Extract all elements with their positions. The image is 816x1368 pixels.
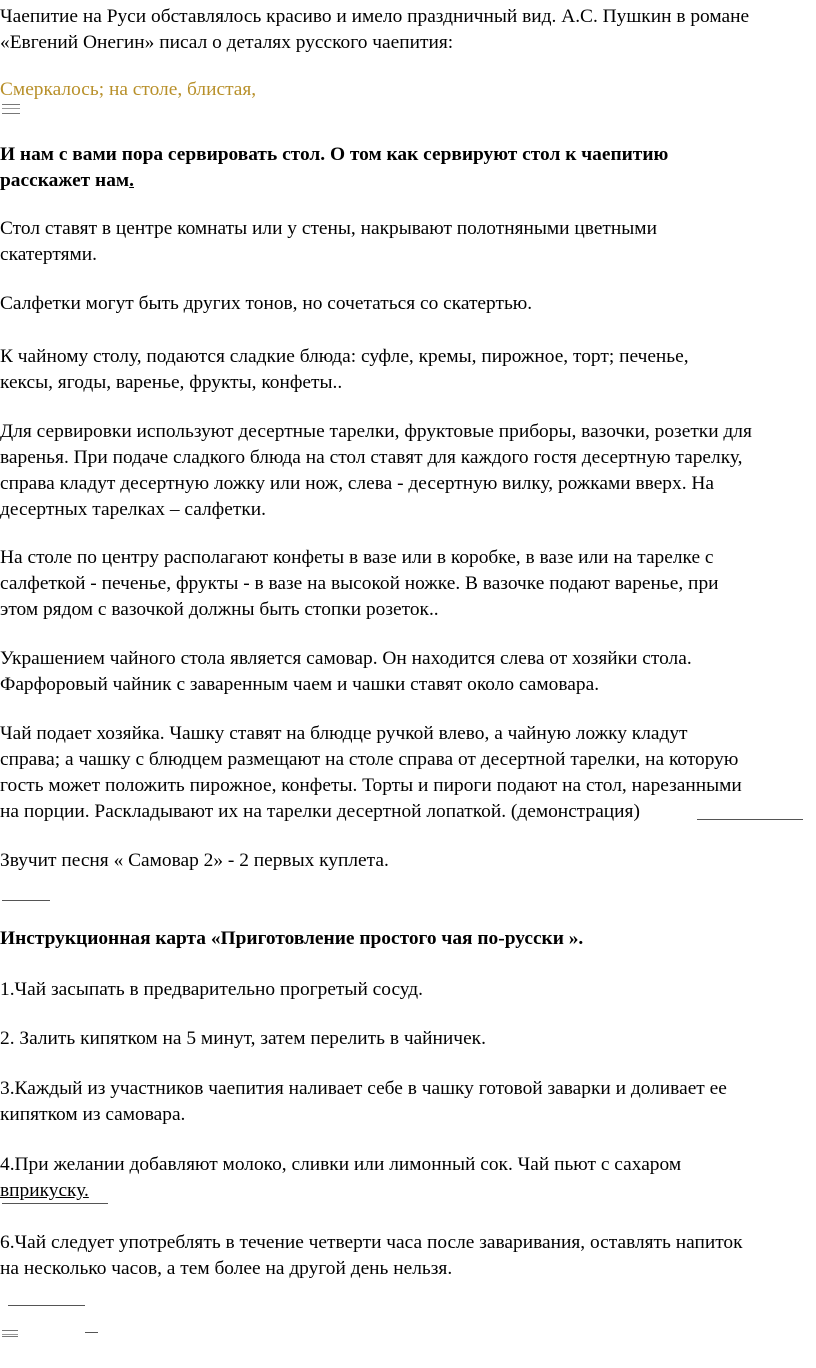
step-1 xyxy=(0,977,816,1003)
text-line: кексы, ягоды, варенье, фрукты, конфеты.. xyxy=(0,372,343,393)
paragraph-napkins xyxy=(0,291,816,317)
paragraph-serving xyxy=(0,419,816,523)
text-line: Фарфоровый чайник с заваренным чаем и чашки ставят около самовара. xyxy=(0,674,600,695)
text-line: гость может положить пирожное, конфеты. Торты и пироги подают на стол, нарезанными xyxy=(0,775,742,796)
underline-mark xyxy=(85,1332,98,1333)
paragraph-samovar xyxy=(0,646,816,698)
text-line: кипятком из самовара. xyxy=(0,1104,186,1125)
text-line: «Евгений Онегин» писал о деталях русского чаепития: xyxy=(0,32,454,53)
text-line: Смеркалось; на столе, блистая, xyxy=(0,79,257,100)
paragraph-hostess xyxy=(0,721,816,825)
text-line: Чай подает хозяйка. Чашку ставят на блюдце ручкой влево, а чайную ложку кладут xyxy=(0,723,688,744)
text-line: Звучит песня « Самовар 2» - 2 первых куплета. xyxy=(0,850,389,871)
paragraph-table-placement xyxy=(0,216,816,268)
poem-quote xyxy=(0,77,816,103)
underline-mark xyxy=(697,819,803,820)
text-line: этом рядом с вазочкой должны быть стопки розеток.. xyxy=(0,599,439,620)
underline-mark xyxy=(8,1305,85,1306)
text-line: Чаепитие на Руси обставлялось красиво и имело праздничный вид. А.С. Пушкин в романе xyxy=(0,6,750,27)
text-line: на порции. Раскладывают их на тарелки десертной лопаткой. (демонстрация) xyxy=(0,801,640,822)
text-line: 6.Чай следует употреблять в течение четверти часа после заваривания, оставлять напиток xyxy=(0,1232,743,1253)
paragraph-sweets xyxy=(0,344,816,396)
instruction-card-title xyxy=(0,926,816,952)
text-line: салфеткой - печенье, фрукты - в вазе на высокой ножке. В вазочке подают варенье, при xyxy=(0,573,719,594)
underline-mark xyxy=(2,1203,108,1204)
text-line xyxy=(0,168,816,194)
text-line: 3.Каждый из участников чаепития наливает себе в чашку готовой заварки и доливает ее xyxy=(0,1078,727,1099)
text-line: 2. Залить кипятком на 5 минут, затем перелить в чайничек. xyxy=(0,1028,486,1049)
step-4 xyxy=(0,1152,816,1204)
paragraph-intro xyxy=(0,4,816,56)
text-line: Для сервировки используют десертные тарелки, фруктовые приборы, вазочки, розетки для xyxy=(0,421,752,442)
underlined-period: . xyxy=(129,170,134,191)
text-line: Украшением чайного стола является самовар. Он находится слева от хозяйки стола. xyxy=(0,648,692,669)
text-line: справа; а чашку с блюдцем размещают на столе справа от десертной тарелки, на которую xyxy=(0,749,739,770)
text-line: вприкуску. xyxy=(0,1180,89,1201)
text-line: Инструкционная карта «Приготовление простого чая по-русски ». xyxy=(0,928,584,949)
lead-end-text: расскажет нам xyxy=(0,170,130,191)
text-line: справа кладут десертную ложку или нож, слева - десертную вилку, рожками вверх. На xyxy=(0,473,714,494)
text-line: скатертями. xyxy=(0,244,97,265)
step-6 xyxy=(0,1230,816,1282)
paragraph-song xyxy=(0,848,816,874)
text-line: варенья. При подаче сладкого блюда на стол ставят для каждого гостя десертную тарелку, xyxy=(0,447,743,468)
lead-paragraph xyxy=(0,142,816,194)
paragraph-center-table xyxy=(0,545,816,623)
text-line: И нам с вами пора сервировать стол. О том как сервируют стол к чаепитию xyxy=(0,144,669,165)
embedded-object-icon xyxy=(2,1330,18,1337)
embedded-object-icon xyxy=(2,104,20,114)
text-line: 1.Чай засыпать в предварительно прогретый сосуд. xyxy=(0,979,423,1000)
step-3 xyxy=(0,1076,816,1128)
text-line: Стол ставят в центре комнаты или у стены, накрывают полотняными цветными xyxy=(0,218,657,239)
step-2 xyxy=(0,1026,816,1052)
text-line: К чайному столу, подаются сладкие блюда: суфле, кремы, пирожное, торт; печенье, xyxy=(0,346,689,367)
text-line: 4.При желании добавляют молоко, сливки или лимонный сок. Чай пьют с сахаром xyxy=(0,1154,682,1175)
text-line: на несколько часов, а тем более на другой день нельзя. xyxy=(0,1258,453,1279)
underline-mark xyxy=(2,900,50,901)
text-line: Салфетки могут быть других тонов, но сочетаться со скатертью. xyxy=(0,293,533,314)
text-line: На столе по центру располагают конфеты в вазе или в коробке, в вазе или на тарелке с xyxy=(0,547,714,568)
text-line: десертных тарелках – салфетки. xyxy=(0,499,266,520)
